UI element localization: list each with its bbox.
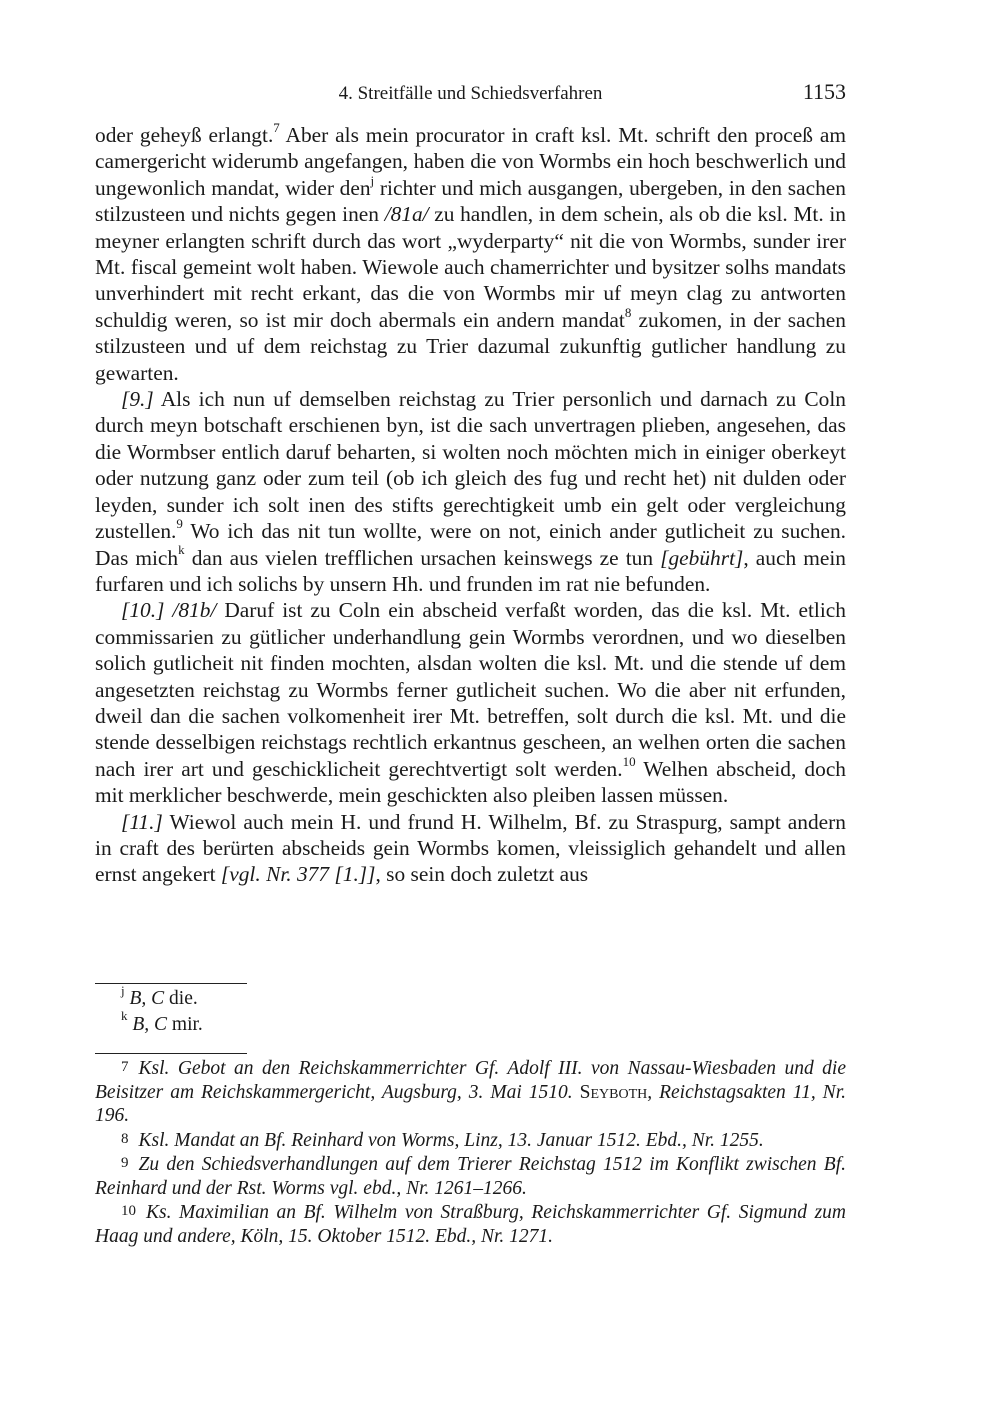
editorial-insertion: [gebührt]	[660, 545, 744, 570]
footnote-8: 8 Ksl. Mandat an Bf. Reinhard von Worms, Linz, 13. Januar 1512. Ebd., Nr. 1255.	[121, 1129, 764, 1151]
footnote-7: 7 Ksl. Gebot an den Reichskammerrichter Gf. Adolf III. von Nassau-Wiesbaden und die Beisitzer am Reichskammergericht, Augsburg, 3. Mai 1510. Seyboth, Reichstagsakten 11, Nr. 196.	[95, 1058, 846, 1126]
paragraph-number-9: [9.]	[121, 387, 154, 412]
paragraph-9: [9.] Als ich nun uf demselben reichstag zu Trier personlich und darnach zu Coln durch meyn botschaft erschienen byn, ist die sach unvertragen plieben, angesehen, das die Wormbser entlich daruf beharten, si wolten noch möchten mich in einiger oberkeyt oder nutzung ganz oder zum teil (ob ich gleich des fug und recht het) nit dulden oder leyden, sunder ich solt inen des stifts gerechtigkeit umb ein gelt oder vergleichung zustellen.$^9$ Wo ich das nit tun wollte, were on not, einich ander gutlicheit zu suchen. Das mich$^k$ dan aus vielen trefflichen ursachen keinswegs ze tun [gebührt], auch mein furfaren und ich solichs by unsern Hh. und frunden im rat nie befunden.	[95, 387, 846, 596]
variant-apparatus	[95, 982, 846, 1037]
footnote-ref-10[interactable]: 10	[622, 753, 636, 769]
variant-ref-k[interactable]: k	[178, 542, 185, 558]
variant-note-k: $^k$ B, C mir.	[121, 1008, 203, 1035]
footnotes-divider	[95, 1053, 247, 1054]
paragraph-11: [11.] Wiewol auch mein H. und frund H. Wilhelm, Bf. zu Straspurg, sampt andern in craft des berürten abscheids gein Wormbs komen, vleissiglich gehandelt und allen ernst angekert [vgl. Nr. 377 [1.]], so sein doch zuletzt aus	[95, 809, 846, 887]
paragraph-number-10: [10.] /81b/	[121, 598, 217, 623]
footnote-ref-8[interactable]: 8	[624, 304, 632, 320]
body-text	[95, 119, 847, 888]
paragraph-number-11: [11.]	[121, 809, 163, 834]
paragraph-10: [10.] /81b/ Daruf ist zu Coln ein abscheid verfaßt worden, das die ksl. Mt. etlich commissarien zu gütlicher underhandlung gein Wormbs verordnen, und wo dieselben solich gutlicheit nit finden mochten, alsdan wolten die ksl. Mt. und die stende uf dem angesetzten reichstag zu Wormbs ferner gutlicheit suchen. Wo die aber nit erfunden, dweil dan die sachen volkomenheit irer Mt. betreffen, solt durch die ksl. Mt. und die stende desselbigen reichstags rechtlich erkantnus gescheen, an welhen orten die sachen nach irer art und geschicklicheit gerechtvertigt solt werden.$^{10}$ Welhen abscheid, doch mit merklicher beschwerde, mein geschickten also pleiben lassen müssen.	[95, 598, 847, 808]
page-number: 1153	[802, 79, 846, 104]
cross-reference[interactable]: [vgl. Nr. 377 [1.]]	[220, 862, 376, 887]
footnote-ref-7[interactable]: 7	[273, 119, 280, 135]
author-name: Seyboth	[579, 1081, 648, 1103]
variant-ref-j[interactable]: j	[370, 172, 375, 188]
paragraph-8-continued: oder geheyß erlangt.$^7$ Aber als mein procurator in craft ksl. Mt. schrift den proceß am camergericht widerumb angefangen, haben die von Wormbs ein hoch beschwerlich und ungewonlich mandat, wider den$^j$ richter und mich ausgangen, ubergeben, in den sachen stilzusteen und nichts gegen inen /81a/ zu handlen, in dem schein, als ob die ksl. Mt. in meyner erlangten schrift durch das wort „wyderparty“ nit die von Wormbs, sunder irer Mt. fiscal gemeint wolt haben. Wiewole auch chamerrichter und bysitzer solhs mandats unverhindert mit recht erkant, das die von Wormbs mir uf meyn clag zu antworten schuldig weren, so ist mir doch abermals ein andern mandat$^8$ zukomen, in der sachen stilzusteen und uf dem reichstag zu Trier dazumal zukunftig gutlicher handlung zu gewarten.	[95, 119, 846, 385]
folio-mark-81a: /81a/	[384, 202, 429, 227]
variant-note-j: $^j$ B, C die.	[121, 982, 198, 1009]
variants-divider	[95, 983, 247, 984]
running-title: 4. Streitfälle und Schiedsverfahren	[338, 83, 603, 104]
footnotes	[95, 1056, 846, 1248]
footnote-10: 10 Ks. Maximilian an Bf. Wilhelm von Straßburg, Reichskammerrichter Gf. Sigmund zum Haag und andere, Köln, 15. Oktober 1512. Ebd., Nr. 1271.	[95, 1202, 846, 1247]
page-header	[95, 79, 846, 107]
footnote-ref-9[interactable]: 9	[176, 515, 183, 531]
footnote-9: 9 Zu den Schiedsverhandlungen auf dem Trierer Reichstag 1512 im Konflikt zwischen Bf. Reinhard und der Rst. Worms vgl. ebd., Nr. 1261–1266.	[95, 1154, 846, 1199]
